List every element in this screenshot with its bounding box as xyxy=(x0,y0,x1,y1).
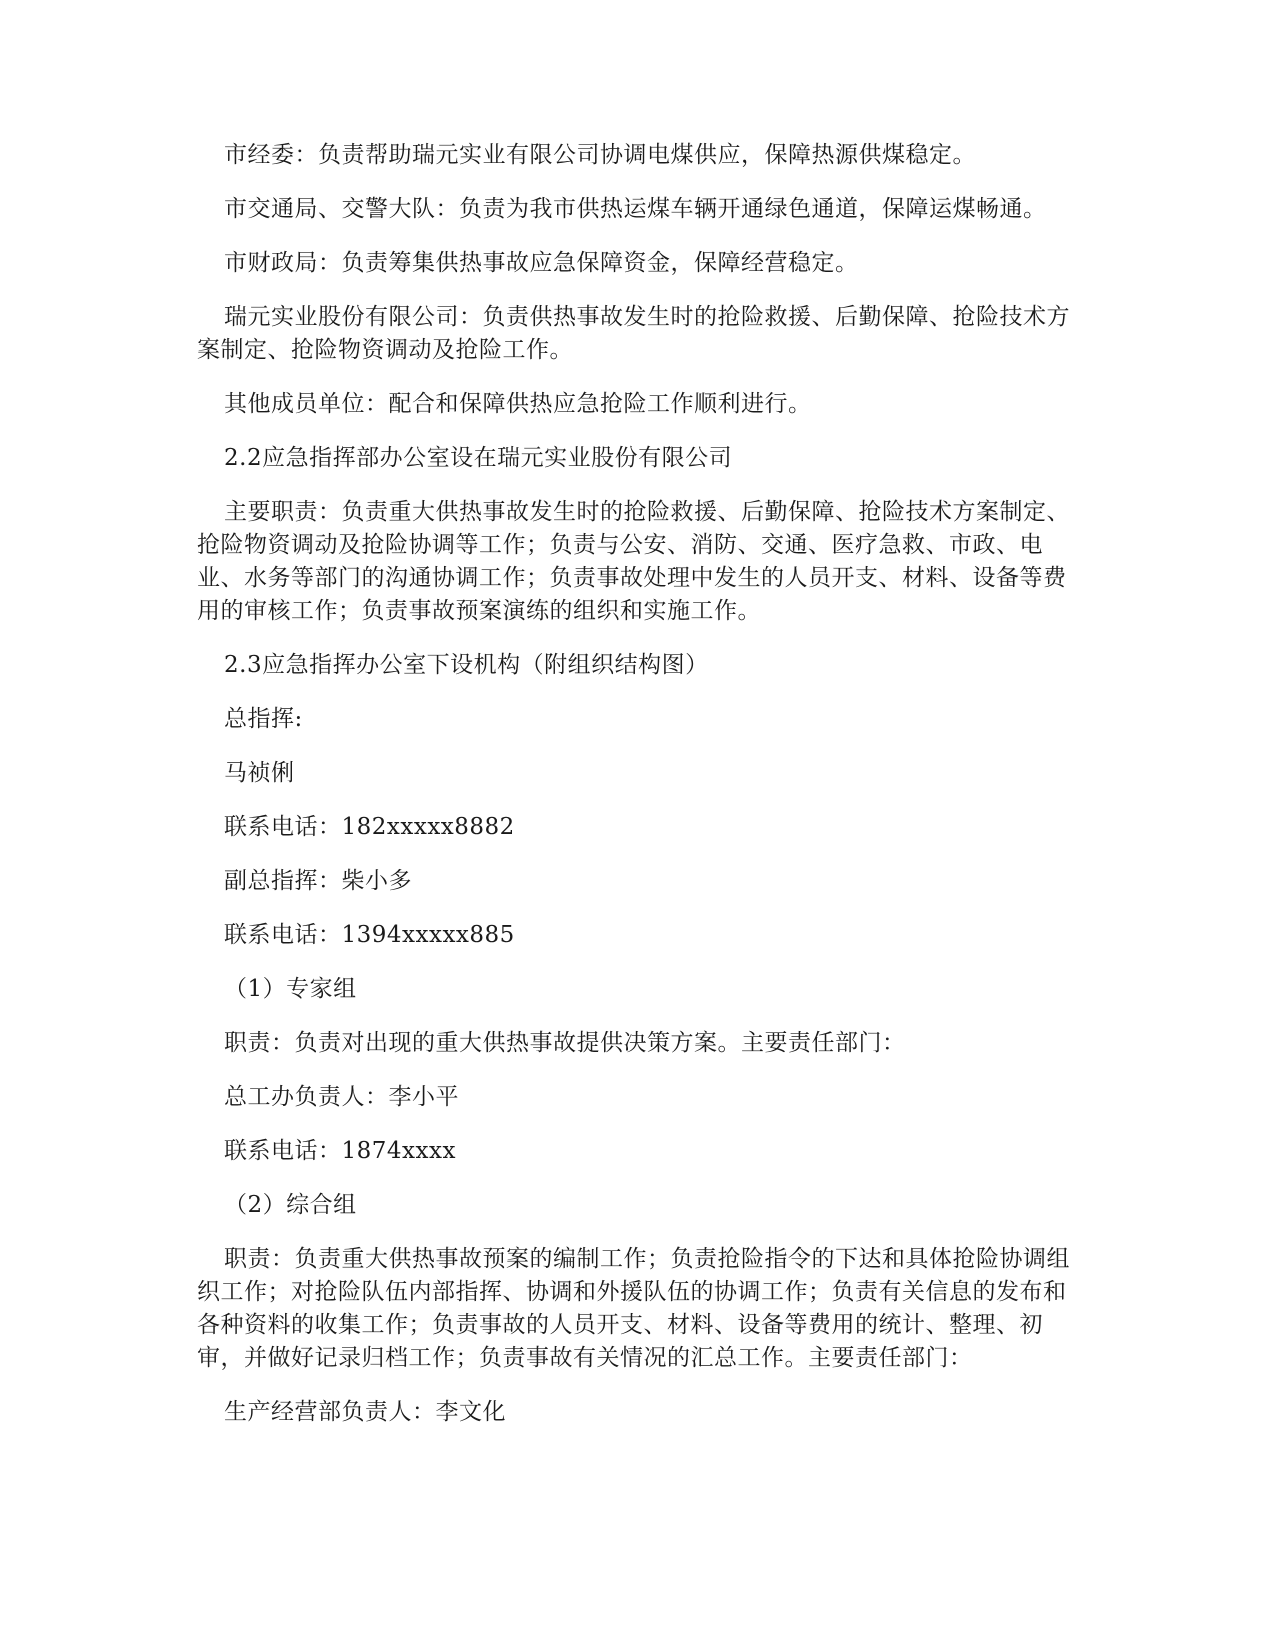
paragraph-finance-bureau: 市财政局：负责筹集供热事故应急保障资金，保障经营稳定。 xyxy=(224,250,859,276)
paragraph-other-members: 其他成员单位：配合和保障供热应急抢险工作顺利进行。 xyxy=(224,391,812,417)
commander-name: 马祯俐 xyxy=(224,760,295,786)
paragraph-main-duties: 主要职责：负责重大供热事故发生时的抢险救援、后勤保障、抢险技术方案制定、抢险物资调动及抢险协调等工作；负责与公安、消防、交通、医疗急救、市政、电业、水务等部门的沟通协调工作；负责事故处理中发生的人员开支、材料、设备等费用的审核工作；负责事故预案演练的组织和实施工作。 xyxy=(197,499,1070,624)
paragraph-municipal-economic-commission: 市经委：负责帮助瑞元实业有限公司协调电煤供应，保障热源供煤稳定。 xyxy=(224,142,976,168)
paragraph-ruiyuan-company: 瑞元实业股份有限公司：负责供热事故发生时的抢险救援、后勤保障、抢险技术方案制定、抢险物资调动及抢险工作。 xyxy=(197,304,1070,363)
commander-phone: 联系电话：182xxxxx8882 xyxy=(224,814,515,840)
paragraph-transport-bureau: 市交通局、交警大队：负责为我市供热运煤车辆开通绿色通道，保障运煤畅通。 xyxy=(224,196,1047,222)
heading-expert-group: （1）专家组 xyxy=(224,976,357,1002)
document-body xyxy=(197,139,1077,1450)
heading-general-group: （2）综合组 xyxy=(224,1192,357,1218)
section-heading-2-3: 2.3应急指挥办公室下设机构（附组织结构图） xyxy=(224,652,709,678)
expert-group-duties: 职责：负责对出现的重大供热事故提供决策方案。主要责任部门： xyxy=(224,1030,906,1056)
general-group-duties: 职责：负责重大供热事故预案的编制工作；负责抢险指令的下达和具体抢险协调组织工作；对抢险队伍内部指挥、协调和外援队伍的协调工作；负责有关信息的发布和各种资料的收集工作；负责事故的人员开支、材料、设备等费用的统计、整理、初审，并做好记录归档工作；负责事故有关情况的汇总工作。主要责任部门： xyxy=(197,1246,1070,1371)
label-commander: 总指挥: xyxy=(224,706,303,732)
expert-group-phone: 联系电话：1874xxxx xyxy=(224,1138,456,1164)
deputy-commander-phone: 联系电话：1394xxxxx885 xyxy=(224,922,515,948)
section-heading-2-2: 2.2应急指挥部办公室设在瑞元实业股份有限公司 xyxy=(224,445,733,471)
general-group-leader: 生产经营部负责人：李文化 xyxy=(224,1399,506,1425)
deputy-commander: 副总指挥：柴小多 xyxy=(224,868,412,894)
expert-group-leader: 总工办负责人：李小平 xyxy=(224,1084,459,1110)
